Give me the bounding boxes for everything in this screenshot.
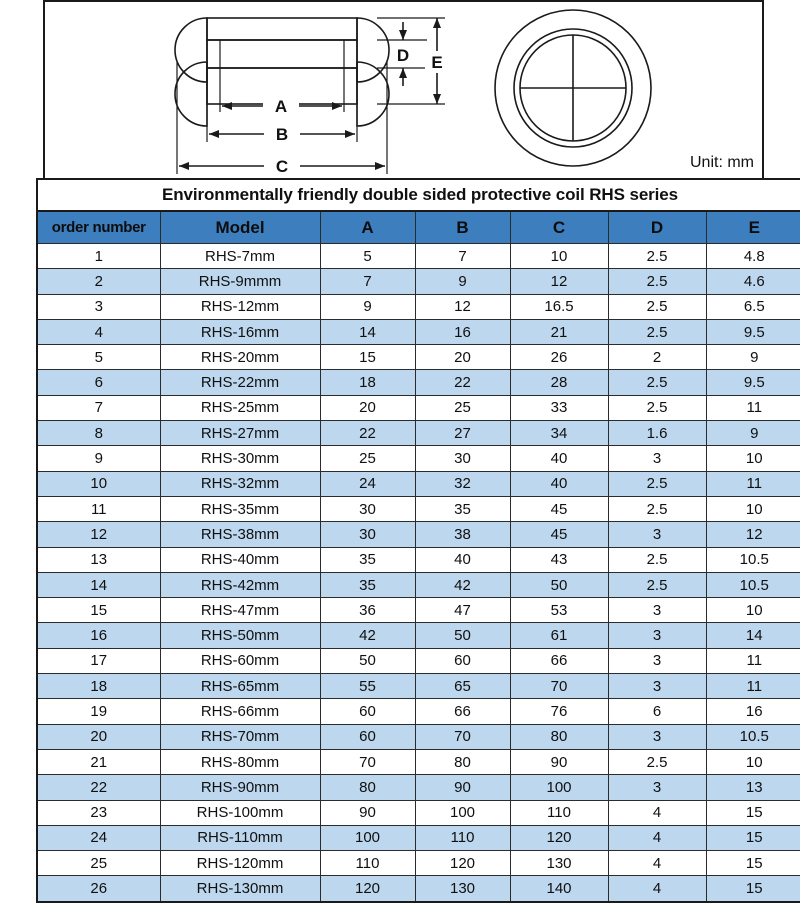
arrow-e-down <box>433 94 441 104</box>
cell-dim-e: 9 <box>706 421 800 446</box>
cell-dim-c: 26 <box>510 345 608 370</box>
cell-order-number: 10 <box>37 471 160 496</box>
dim-label-a: A <box>274 97 288 116</box>
table-row[interactable] <box>37 598 800 623</box>
column-header-d[interactable]: D <box>608 211 706 244</box>
cell-dim-d: 1.6 <box>608 421 706 446</box>
cell-dim-a: 15 <box>320 345 415 370</box>
table-row[interactable] <box>37 471 800 496</box>
cell-dim-e: 10.5 <box>706 547 800 572</box>
cell-dim-c: 70 <box>510 674 608 699</box>
table-row[interactable] <box>37 244 800 269</box>
cell-dim-d: 2.5 <box>608 244 706 269</box>
cell-dim-d: 3 <box>608 775 706 800</box>
cell-dim-e: 11 <box>706 471 800 496</box>
cell-dim-e: 12 <box>706 522 800 547</box>
cell-model: RHS-50mm <box>160 623 320 648</box>
table-row[interactable] <box>37 421 800 446</box>
cell-dim-d: 3 <box>608 648 706 673</box>
cell-order-number: 5 <box>37 345 160 370</box>
table-row[interactable] <box>37 319 800 344</box>
cell-order-number: 6 <box>37 370 160 395</box>
cell-dim-e: 10 <box>706 446 800 471</box>
cell-dim-a: 90 <box>320 800 415 825</box>
cell-dim-b: 66 <box>415 699 510 724</box>
cell-model: RHS-32mm <box>160 471 320 496</box>
table-row[interactable] <box>37 648 800 673</box>
cell-model: RHS-9mmm <box>160 269 320 294</box>
cell-dim-b: 47 <box>415 598 510 623</box>
table-row[interactable] <box>37 724 800 749</box>
cell-dim-d: 2.5 <box>608 547 706 572</box>
cell-dim-e: 10 <box>706 749 800 774</box>
cell-dim-e: 4.6 <box>706 269 800 294</box>
table-title: Environmentally friendly double sided protective coil RHS series <box>37 179 800 211</box>
table-row[interactable] <box>37 522 800 547</box>
cell-dim-d: 2.5 <box>608 572 706 597</box>
cell-dim-a: 36 <box>320 598 415 623</box>
cell-dim-d: 4 <box>608 876 706 902</box>
cell-dim-e: 15 <box>706 825 800 850</box>
cell-dim-a: 7 <box>320 269 415 294</box>
cell-dim-c: 28 <box>510 370 608 395</box>
cell-dim-d: 4 <box>608 851 706 876</box>
table-row[interactable] <box>37 800 800 825</box>
table-row[interactable] <box>37 547 800 572</box>
cell-model: RHS-25mm <box>160 395 320 420</box>
arrow-a-left <box>222 102 232 110</box>
cell-dim-e: 10 <box>706 496 800 521</box>
cell-order-number: 24 <box>37 825 160 850</box>
cell-dim-b: 70 <box>415 724 510 749</box>
grommet-web <box>207 40 357 68</box>
column-header-model[interactable]: Model <box>160 211 320 244</box>
arrow-c-right <box>375 162 385 170</box>
cell-dim-c: 140 <box>510 876 608 902</box>
cell-order-number: 17 <box>37 648 160 673</box>
cell-dim-c: 66 <box>510 648 608 673</box>
cell-dim-a: 5 <box>320 244 415 269</box>
cell-model: RHS-66mm <box>160 699 320 724</box>
table-row[interactable] <box>37 294 800 319</box>
cell-dim-c: 40 <box>510 446 608 471</box>
grommet-top-view-diagram <box>465 4 715 176</box>
cell-dim-a: 80 <box>320 775 415 800</box>
table-row[interactable] <box>37 699 800 724</box>
cell-order-number: 7 <box>37 395 160 420</box>
dim-label-b: B <box>275 125 289 144</box>
cell-dim-d: 3 <box>608 623 706 648</box>
cell-order-number: 16 <box>37 623 160 648</box>
cell-dim-a: 110 <box>320 851 415 876</box>
table-row[interactable] <box>37 395 800 420</box>
cell-dim-b: 80 <box>415 749 510 774</box>
drawing-region <box>43 0 764 178</box>
unit-label: Unit: mm <box>690 154 754 171</box>
table-row[interactable] <box>37 446 800 471</box>
table-row[interactable] <box>37 370 800 395</box>
table-row[interactable] <box>37 825 800 850</box>
cell-dim-c: 45 <box>510 496 608 521</box>
table-row[interactable] <box>37 749 800 774</box>
cell-dim-a: 30 <box>320 522 415 547</box>
cell-model: RHS-27mm <box>160 421 320 446</box>
cell-dim-a: 18 <box>320 370 415 395</box>
cell-order-number: 26 <box>37 876 160 902</box>
cell-dim-a: 120 <box>320 876 415 902</box>
cell-dim-c: 43 <box>510 547 608 572</box>
cell-dim-a: 50 <box>320 648 415 673</box>
bore-upper-void <box>207 18 357 40</box>
flange-left-upper <box>175 18 207 82</box>
arrow-b-right <box>345 130 355 138</box>
cell-dim-a: 35 <box>320 572 415 597</box>
cell-dim-b: 65 <box>415 674 510 699</box>
table-row[interactable] <box>37 269 800 294</box>
cell-dim-c: 110 <box>510 800 608 825</box>
cell-dim-e: 15 <box>706 851 800 876</box>
flange-right-upper <box>357 18 389 82</box>
table-row[interactable] <box>37 623 800 648</box>
cell-dim-a: 70 <box>320 749 415 774</box>
cell-dim-a: 22 <box>320 421 415 446</box>
table-row[interactable] <box>37 851 800 876</box>
cell-dim-e: 15 <box>706 876 800 902</box>
spec-table <box>36 178 800 903</box>
arrow-d-up <box>399 68 407 78</box>
cell-dim-c: 61 <box>510 623 608 648</box>
cell-model: RHS-47mm <box>160 598 320 623</box>
cell-dim-e: 9.5 <box>706 370 800 395</box>
arrow-e-up <box>433 18 441 28</box>
cell-dim-c: 120 <box>510 825 608 850</box>
dim-label-d: D <box>396 46 410 65</box>
flange-right-lower <box>357 62 389 126</box>
cell-model: RHS-7mm <box>160 244 320 269</box>
cell-dim-c: 40 <box>510 471 608 496</box>
cell-order-number: 1 <box>37 244 160 269</box>
cell-dim-d: 3 <box>608 674 706 699</box>
flange-left-lower <box>175 62 207 126</box>
cell-model: RHS-42mm <box>160 572 320 597</box>
cell-model: RHS-16mm <box>160 319 320 344</box>
cell-dim-d: 2.5 <box>608 471 706 496</box>
cell-order-number: 21 <box>37 749 160 774</box>
cell-model: RHS-65mm <box>160 674 320 699</box>
cell-dim-d: 3 <box>608 598 706 623</box>
cell-model: RHS-120mm <box>160 851 320 876</box>
cell-dim-a: 60 <box>320 699 415 724</box>
table-title-row <box>37 179 800 211</box>
cell-dim-e: 9 <box>706 345 800 370</box>
cell-order-number: 3 <box>37 294 160 319</box>
cell-order-number: 8 <box>37 421 160 446</box>
cell-dim-b: 35 <box>415 496 510 521</box>
arrow-c-left <box>179 162 189 170</box>
cell-dim-a: 24 <box>320 471 415 496</box>
cell-dim-b: 42 <box>415 572 510 597</box>
cell-dim-a: 9 <box>320 294 415 319</box>
cell-dim-e: 11 <box>706 395 800 420</box>
cell-dim-d: 3 <box>608 446 706 471</box>
cell-dim-b: 90 <box>415 775 510 800</box>
cell-dim-b: 7 <box>415 244 510 269</box>
cell-model: RHS-110mm <box>160 825 320 850</box>
cell-dim-a: 35 <box>320 547 415 572</box>
cell-model: RHS-80mm <box>160 749 320 774</box>
cell-dim-b: 16 <box>415 319 510 344</box>
table-row[interactable] <box>37 496 800 521</box>
cell-dim-c: 130 <box>510 851 608 876</box>
table-row[interactable] <box>37 876 800 902</box>
cell-dim-d: 6 <box>608 699 706 724</box>
cell-model: RHS-35mm <box>160 496 320 521</box>
cell-dim-b: 32 <box>415 471 510 496</box>
cell-model: RHS-90mm <box>160 775 320 800</box>
cell-order-number: 12 <box>37 522 160 547</box>
table-row[interactable] <box>37 572 800 597</box>
cell-dim-d: 4 <box>608 825 706 850</box>
cell-dim-a: 20 <box>320 395 415 420</box>
cell-order-number: 11 <box>37 496 160 521</box>
cell-model: RHS-100mm <box>160 800 320 825</box>
cell-dim-c: 34 <box>510 421 608 446</box>
cell-dim-e: 10 <box>706 598 800 623</box>
cell-dim-d: 4 <box>608 800 706 825</box>
cell-model: RHS-40mm <box>160 547 320 572</box>
cell-dim-d: 2.5 <box>608 319 706 344</box>
cell-order-number: 23 <box>37 800 160 825</box>
cell-dim-b: 38 <box>415 522 510 547</box>
cell-dim-c: 90 <box>510 749 608 774</box>
cell-dim-b: 30 <box>415 446 510 471</box>
column-header-e[interactable]: E <box>706 211 800 244</box>
cell-dim-e: 14 <box>706 623 800 648</box>
cell-dim-d: 2.5 <box>608 370 706 395</box>
cell-order-number: 19 <box>37 699 160 724</box>
cell-dim-d: 2.5 <box>608 749 706 774</box>
cell-order-number: 22 <box>37 775 160 800</box>
cell-dim-d: 3 <box>608 522 706 547</box>
cell-dim-d: 3 <box>608 724 706 749</box>
cell-dim-c: 80 <box>510 724 608 749</box>
cell-dim-e: 10.5 <box>706 724 800 749</box>
cell-model: RHS-30mm <box>160 446 320 471</box>
cell-dim-d: 2 <box>608 345 706 370</box>
cell-dim-c: 45 <box>510 522 608 547</box>
cell-dim-a: 60 <box>320 724 415 749</box>
cell-dim-b: 50 <box>415 623 510 648</box>
cell-dim-c: 16.5 <box>510 294 608 319</box>
cell-order-number: 15 <box>37 598 160 623</box>
cell-dim-e: 10.5 <box>706 572 800 597</box>
cell-order-number: 2 <box>37 269 160 294</box>
cell-order-number: 13 <box>37 547 160 572</box>
cell-dim-d: 2.5 <box>608 496 706 521</box>
cell-dim-c: 21 <box>510 319 608 344</box>
cell-dim-b: 9 <box>415 269 510 294</box>
cell-model: RHS-12mm <box>160 294 320 319</box>
table-row[interactable] <box>37 674 800 699</box>
arrow-a-right <box>332 102 342 110</box>
grommet-cross-section-diagram <box>145 4 465 180</box>
cell-order-number: 9 <box>37 446 160 471</box>
column-header-c[interactable]: C <box>510 211 608 244</box>
cell-dim-e: 15 <box>706 800 800 825</box>
cell-dim-c: 33 <box>510 395 608 420</box>
cell-dim-a: 14 <box>320 319 415 344</box>
column-header-a[interactable]: A <box>320 211 415 244</box>
cell-order-number: 25 <box>37 851 160 876</box>
table-row[interactable] <box>37 345 800 370</box>
cell-dim-c: 76 <box>510 699 608 724</box>
cell-dim-b: 120 <box>415 851 510 876</box>
cell-dim-e: 11 <box>706 648 800 673</box>
cell-dim-c: 100 <box>510 775 608 800</box>
column-header-order-number[interactable]: order number <box>37 211 160 244</box>
cell-model: RHS-60mm <box>160 648 320 673</box>
cell-dim-e: 11 <box>706 674 800 699</box>
table-header-row <box>37 211 800 244</box>
cell-dim-b: 40 <box>415 547 510 572</box>
column-header-b[interactable]: B <box>415 211 510 244</box>
spec-table-container <box>36 178 769 903</box>
cell-order-number: 14 <box>37 572 160 597</box>
cell-model: RHS-22mm <box>160 370 320 395</box>
table-row[interactable] <box>37 775 800 800</box>
dim-label-c: C <box>275 157 289 176</box>
cell-model: RHS-20mm <box>160 345 320 370</box>
arrow-b-left <box>209 130 219 138</box>
cell-dim-d: 2.5 <box>608 294 706 319</box>
cell-dim-c: 10 <box>510 244 608 269</box>
cell-dim-b: 110 <box>415 825 510 850</box>
cell-dim-a: 42 <box>320 623 415 648</box>
cell-dim-b: 130 <box>415 876 510 902</box>
cell-order-number: 18 <box>37 674 160 699</box>
cell-dim-c: 53 <box>510 598 608 623</box>
cell-dim-c: 12 <box>510 269 608 294</box>
cell-dim-b: 20 <box>415 345 510 370</box>
cell-dim-b: 12 <box>415 294 510 319</box>
arrow-d-down <box>399 30 407 40</box>
cell-dim-b: 27 <box>415 421 510 446</box>
cell-dim-e: 16 <box>706 699 800 724</box>
cell-dim-a: 100 <box>320 825 415 850</box>
cell-model: RHS-38mm <box>160 522 320 547</box>
cell-dim-e: 4.8 <box>706 244 800 269</box>
cell-dim-a: 55 <box>320 674 415 699</box>
cell-dim-a: 25 <box>320 446 415 471</box>
cell-dim-a: 30 <box>320 496 415 521</box>
dim-label-e: E <box>431 53 443 72</box>
cell-dim-e: 9.5 <box>706 319 800 344</box>
cell-dim-d: 2.5 <box>608 269 706 294</box>
cell-dim-b: 60 <box>415 648 510 673</box>
cell-dim-d: 2.5 <box>608 395 706 420</box>
cell-dim-b: 25 <box>415 395 510 420</box>
cell-order-number: 20 <box>37 724 160 749</box>
cell-order-number: 4 <box>37 319 160 344</box>
cell-dim-e: 13 <box>706 775 800 800</box>
cell-dim-c: 50 <box>510 572 608 597</box>
cell-dim-e: 6.5 <box>706 294 800 319</box>
cell-model: RHS-70mm <box>160 724 320 749</box>
cell-dim-b: 100 <box>415 800 510 825</box>
cell-dim-b: 22 <box>415 370 510 395</box>
cell-model: RHS-130mm <box>160 876 320 902</box>
